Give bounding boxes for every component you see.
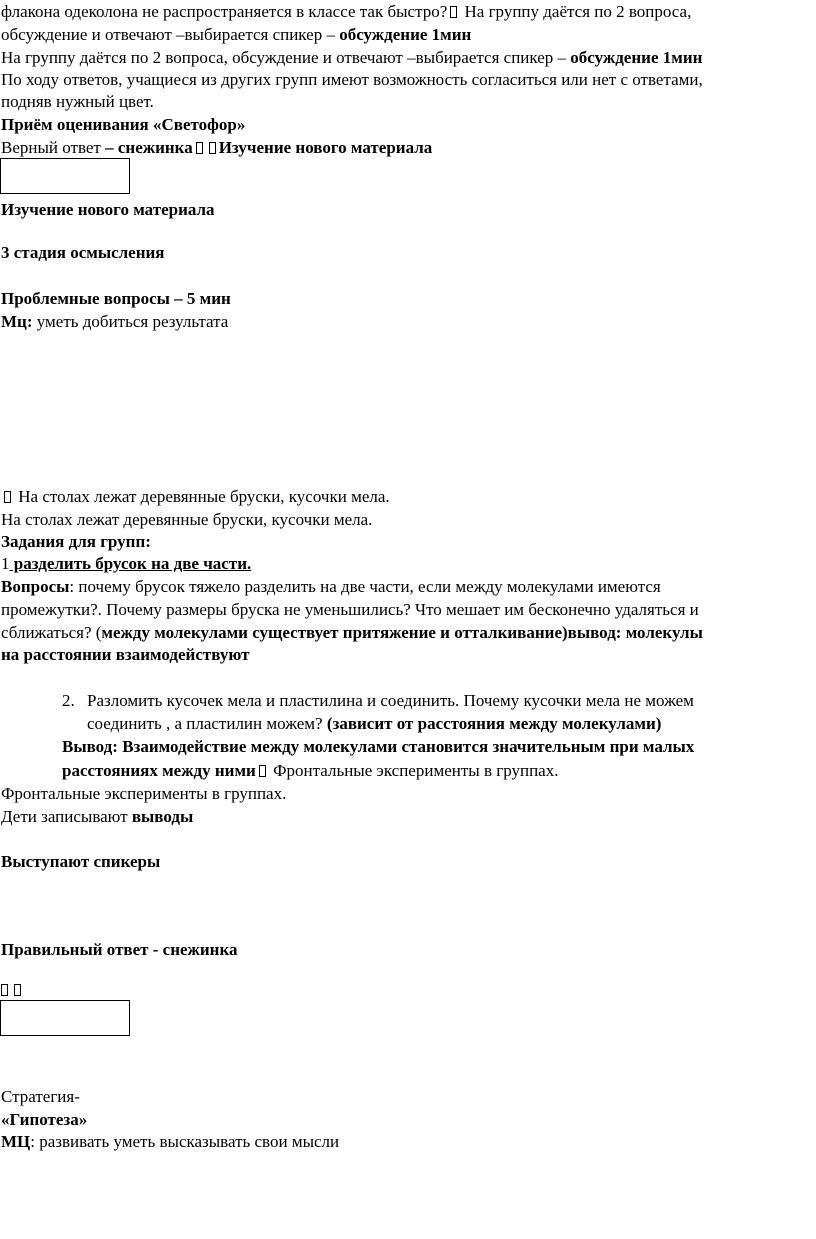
list-number: 2. xyxy=(62,691,75,710)
missing-glyph-icon xyxy=(450,6,457,18)
text: На группу даётся по 2 вопроса, xyxy=(460,2,692,21)
bold-text: (зависит от расстояния между молекулами) xyxy=(326,714,662,733)
bold-text: МЦ xyxy=(1,1132,31,1151)
line-13: На столах лежат деревянные бруски, кусочки мела. xyxy=(1,510,373,529)
line-25 xyxy=(1,805,193,828)
heading-text: Приём оценивания «Светофор» xyxy=(1,115,246,134)
line-20: Разломить кусочек мела и пластилина и соединить. Почему кусочки мела не можем xyxy=(87,691,694,710)
missing-glyph-icon xyxy=(209,142,216,154)
text: флакона одеколона не распространяется в классе так быстро? xyxy=(1,2,448,21)
text: соединить , а пластилин можем? xyxy=(87,714,327,733)
line-22 xyxy=(62,735,694,758)
text: 1 xyxy=(1,554,10,573)
text: На столах лежат деревянные бруски, кусочки мела. xyxy=(14,487,390,506)
heading-new-material xyxy=(1,198,215,221)
text: : почему брусок тяжело разделить на две части, если между молекулами имеются xyxy=(69,577,661,596)
heading-text: Выступают спикеры xyxy=(1,852,161,871)
text: сближаться? ( xyxy=(1,623,102,642)
text: : развивать уметь высказывать свои мысли xyxy=(30,1132,340,1151)
bold-text: обсуждение 1мин xyxy=(339,25,472,44)
line-3 xyxy=(1,46,702,69)
heading-problem-questions xyxy=(1,287,231,310)
heading-text: Задания для групп: xyxy=(1,532,151,551)
heading-text: Изучение нового материала xyxy=(1,200,215,219)
heading-text: Проблемные вопросы – 5 мин xyxy=(1,289,231,308)
missing-glyph-icon xyxy=(259,765,266,777)
bold-text: на расстоянии взаимодействуют xyxy=(1,645,250,664)
heading-right-answer xyxy=(1,938,238,961)
line-5: подняв нужный цвет. xyxy=(1,92,154,111)
heading-text: Правильный ответ - снежинка xyxy=(1,940,238,959)
heading-svetofor xyxy=(1,113,245,136)
text: Верный ответ xyxy=(1,138,106,157)
line-7 xyxy=(1,136,432,159)
task-1 xyxy=(1,552,251,575)
text: уметь добиться результата xyxy=(32,312,229,331)
line-21 xyxy=(87,712,661,735)
bold-text: – снежинка xyxy=(105,138,193,157)
bold-text: Вопросы xyxy=(1,577,70,596)
heading-stage-3 xyxy=(1,241,165,264)
bold-text: обсуждение 1мин xyxy=(570,48,703,67)
missing-glyph-icon xyxy=(1,984,8,996)
line-18 xyxy=(1,621,703,644)
bold-text: расстояниях между ними xyxy=(62,761,256,780)
bold-text: выводы xyxy=(131,807,194,826)
line-24: Фронтальные эксперименты в группах. xyxy=(1,784,287,803)
line-17: промежутки?. Почему размеры бруска не уменьшились? Что мешает им бесконечно удаляться и xyxy=(1,600,699,619)
heading-hypothesis xyxy=(1,1108,87,1131)
text: обсуждение и отвечают –выбирается спикер – xyxy=(1,25,340,44)
line-mc xyxy=(1,310,228,333)
empty-box xyxy=(0,1000,130,1036)
bold-text: Вывод: Взаимодействие между молекулами становится значительным при малых xyxy=(62,737,695,756)
line-4: По ходу ответов, учащиеся из других групп имеют возможность согласиться или нет с ответами, xyxy=(1,70,703,89)
line-12 xyxy=(1,485,390,508)
empty-box xyxy=(0,158,130,194)
bold-text: Мц: xyxy=(1,312,33,331)
heading-speakers xyxy=(1,850,160,873)
text: Дети записывают xyxy=(1,807,132,826)
bold-text: между молекулами существует притяжение и отталкивание)вывод: молекулы xyxy=(101,623,703,642)
missing-glyph-icon xyxy=(196,142,203,154)
heading-text: «Гипотеза» xyxy=(1,1110,88,1129)
glyph-row xyxy=(1,978,24,1001)
missing-glyph-icon xyxy=(4,491,11,503)
line-strategy: Стратегия- xyxy=(1,1087,80,1106)
line-19 xyxy=(1,643,249,666)
missing-glyph-icon xyxy=(14,984,21,996)
line-16 xyxy=(1,575,661,598)
line-1 xyxy=(1,0,691,23)
text: Фронтальные эксперименты в группах. xyxy=(268,761,559,780)
line-2 xyxy=(1,23,471,46)
line-23 xyxy=(62,759,558,782)
heading-tasks xyxy=(1,530,151,553)
heading-text: 3 стадия осмысления xyxy=(1,243,165,262)
underlined-bold-text: разделить брусок на две части. xyxy=(9,554,252,573)
text: На группу даётся по 2 вопроса, обсуждение и отвечают –выбирается спикер – xyxy=(1,48,571,67)
line-30 xyxy=(1,1130,339,1153)
bold-text: Изучение нового материала xyxy=(218,138,433,157)
